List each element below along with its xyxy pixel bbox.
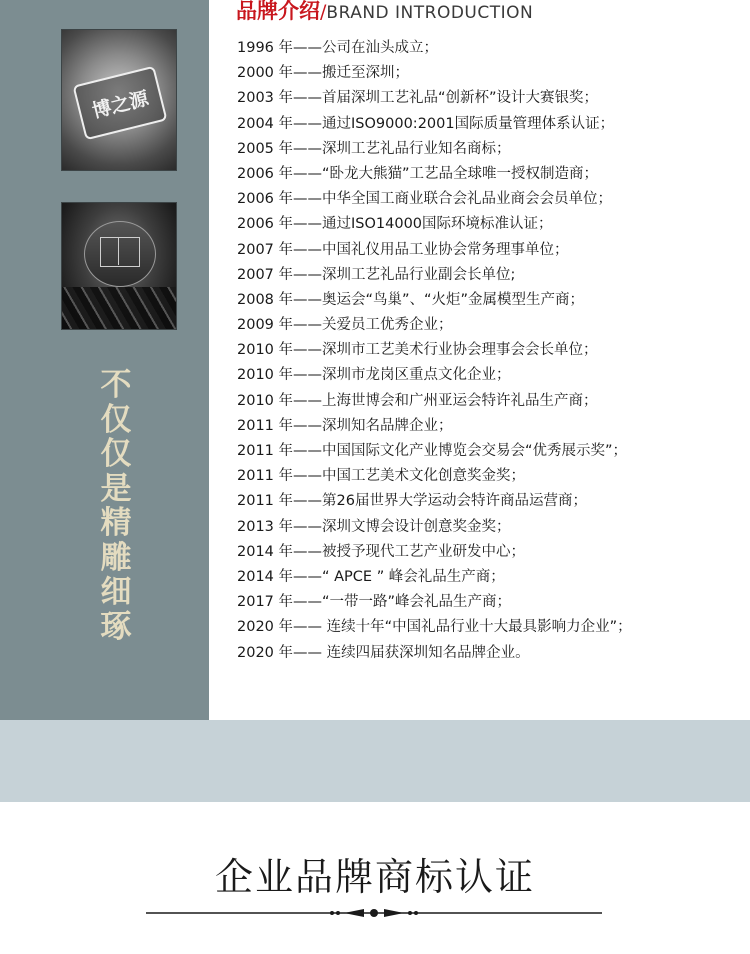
heading-title-en: BRAND INTRODUCTION <box>326 3 534 23</box>
stadium-model-photo <box>61 202 177 330</box>
left-sidebar <box>0 0 209 720</box>
pitch-center-line <box>118 237 119 265</box>
timeline-item: 2008 年——奥运会“鸟巢”、“火炬”金属模型生产商； <box>237 291 585 308</box>
pitch-outline <box>100 237 140 267</box>
brand-stamp-photo <box>61 29 177 171</box>
timeline-item: 2005 年——深圳工艺礼品行业知名商标； <box>237 140 511 157</box>
divider-center-dot <box>370 909 378 917</box>
timeline-item: 2010 年——上海世博会和广州亚运会特许礼品生产商； <box>237 392 598 409</box>
timeline-item: 2011 年——第26届世界大学运动会特许商品运营商； <box>237 493 587 510</box>
divider-dot <box>336 911 340 915</box>
timeline-item: 2003 年——首届深圳工艺礼品“创新杯”设计大赛银奖； <box>237 90 599 107</box>
section-heading <box>236 0 534 23</box>
slogan-char: 不 <box>100 367 132 403</box>
divider-dot <box>408 911 412 915</box>
slogan-char: 雕 <box>100 539 132 576</box>
timeline-item: 2014 年——被授予现代工艺产业研发中心； <box>237 543 526 560</box>
timeline-item: 2020 年—— 连续四届获深圳知名品牌企业。 <box>237 644 530 661</box>
timeline-item: 2013 年——深圳文博会设计创意奖金奖； <box>237 518 511 535</box>
brand-stamp-text: 博之源 <box>72 66 167 141</box>
stadium-spikes <box>62 287 176 329</box>
timeline-item: 2017 年——“一带一路”峰会礼品生产商； <box>237 594 512 611</box>
timeline-item: 2010 年——深圳市龙岗区重点文化企业； <box>237 367 511 384</box>
slogan-char: 仅 <box>100 436 132 472</box>
timeline-item: 2000 年——搬迁至深圳； <box>237 65 410 82</box>
heading-title-cn: 品牌介绍 <box>236 0 320 23</box>
timeline-item: 2020 年—— 连续十年“中国礼品行业十大最具影响力企业”； <box>237 619 632 636</box>
timeline-item: 2007 年——深圳工艺礼品行业副会长单位; <box>237 266 516 283</box>
timeline-item: 2009 年——关爱员工优秀企业； <box>237 317 453 334</box>
timeline-item: 1996 年——公司在汕头成立； <box>237 40 439 56</box>
timeline-item: 2011 年——中国国际文化产业博览会交易会“优秀展示奖”； <box>237 443 628 459</box>
timeline-item: 2011 年——深圳知名品牌企业； <box>237 417 453 434</box>
timeline-item: 2010 年——深圳市工艺美术行业协会理事会会长单位； <box>237 342 598 359</box>
timeline-item: 2004 年——通过ISO9000:2001国际质量管理体系认证； <box>237 115 615 132</box>
slogan-char: 细 <box>100 574 132 610</box>
timeline-item: 2014 年——“ APCE ” 峰会礼品生产商； <box>237 568 505 585</box>
trademark-section-title: 企业品牌商标认证 <box>214 855 535 899</box>
divider-dot <box>414 911 418 915</box>
divider-dot <box>330 911 334 915</box>
slogan-char: 琢 <box>100 608 132 645</box>
timeline-item: 2007 年——中国礼仪用品工业协会常务理事单位； <box>237 241 569 258</box>
timeline-item: 2006 年——“卧龙大熊猫”工艺品全球唯一授权制造商； <box>237 165 599 182</box>
heading-separator: / <box>320 1 327 23</box>
slogan-char: 是 <box>100 470 132 507</box>
vertical-slogan <box>96 368 136 644</box>
ornament-divider <box>146 904 602 922</box>
divider-arrow-left <box>344 909 364 917</box>
divider-band <box>0 720 750 802</box>
timeline-item: 2011 年——中国工艺美术文化创意奖金奖； <box>237 468 526 485</box>
timeline-item: 2006 年——通过ISO14000国际环境标准认证； <box>237 216 553 233</box>
timeline-item: 2006 年——中华全国工商业联合会礼品业商会会员单位； <box>237 191 613 208</box>
slogan-char: 仅 <box>100 401 132 438</box>
slogan-char: 精 <box>100 505 132 541</box>
divider-arrow-right <box>384 909 404 917</box>
history-timeline <box>237 38 632 668</box>
